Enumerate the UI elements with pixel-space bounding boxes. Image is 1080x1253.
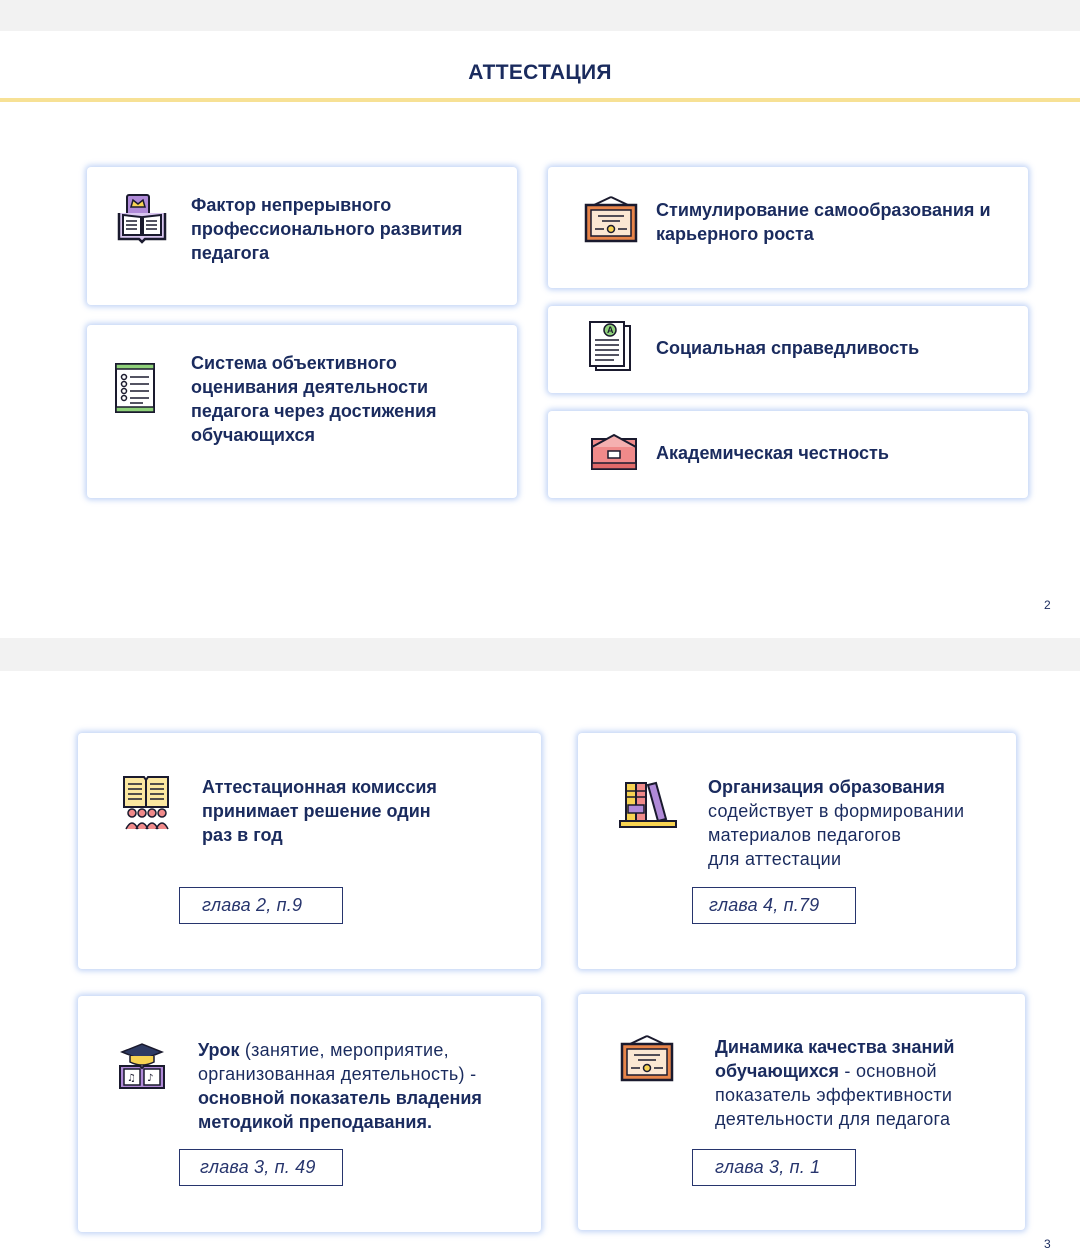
card-academic-honesty: [548, 411, 1028, 498]
card-education-organization: [578, 733, 1016, 969]
title-underline: [0, 98, 1080, 102]
text-line: организованная деятельность) -: [198, 1064, 477, 1084]
text-line: оценивания деятельности: [191, 377, 429, 397]
text-line: для аттестации: [708, 849, 842, 869]
text-line: профессионального развития: [191, 219, 463, 239]
page-number: 2: [1044, 598, 1051, 612]
slide-2: [0, 31, 1080, 638]
card-knowledge-dynamics: [578, 994, 1025, 1230]
document-grade-icon: [586, 320, 634, 379]
reference-box: глава 3, п. 1: [692, 1149, 856, 1186]
checklist-icon: [113, 361, 157, 420]
text-line: педагога через достижения: [191, 401, 437, 421]
card-text: [656, 336, 1016, 360]
reference-box: глава 2, п.9: [179, 887, 343, 924]
svg-text:♫: ♫: [127, 1073, 136, 1084]
text-line: принимает решение один: [202, 801, 431, 821]
svg-text:A: A: [607, 325, 614, 335]
text-line: Аттестационная комиссия: [202, 777, 437, 797]
text-line: Социальная справедливость: [656, 338, 920, 358]
card-lesson: [78, 996, 541, 1232]
text-line-bold: Организация образования: [708, 777, 945, 797]
certificate-icon: [584, 195, 638, 250]
card-text: [202, 775, 522, 847]
text-line-bold: методикой преподавания.: [198, 1112, 432, 1132]
text-line: Стимулирование самообразования и: [656, 200, 991, 220]
card-text: [656, 198, 1016, 246]
certificate-icon: [620, 1034, 674, 1089]
card-text: [191, 193, 501, 265]
card-text: [708, 775, 1008, 871]
text-line: Академическая честность: [656, 443, 889, 463]
text-line: материалов педагогов: [708, 825, 902, 845]
envelope-icon: [590, 433, 638, 476]
text-line: обучающихся - основной: [715, 1061, 937, 1081]
reference-box: глава 4, п.79: [692, 887, 856, 924]
book-crown-icon: [115, 191, 169, 250]
text-line: деятельности для педагога: [715, 1109, 951, 1129]
text-line-bold: основной показатель владения: [198, 1088, 482, 1108]
card-text: [191, 351, 501, 447]
page-number: 3: [1044, 1237, 1051, 1251]
card-attestation-commission: [78, 733, 541, 969]
text-line: Фактор непрерывного: [191, 195, 392, 215]
text-line: раз в год: [202, 825, 283, 845]
slide-3: [0, 671, 1080, 1253]
graduation-cap-book-icon: [118, 1042, 166, 1095]
card-objective-assessment: [87, 325, 517, 498]
card-text: [715, 1035, 1015, 1131]
text-line: содействует в формировании: [708, 801, 965, 821]
card-continuous-development: [87, 167, 517, 305]
text-line: обучающихся: [191, 425, 316, 445]
text-line: карьерного роста: [656, 224, 814, 244]
open-book-people-icon: [122, 773, 170, 836]
books-shelf-icon: [618, 777, 678, 834]
card-self-education: [548, 167, 1028, 288]
card-social-justice: [548, 306, 1028, 393]
card-text: [656, 441, 1016, 465]
text-line: Урок (занятие, мероприятие,: [198, 1040, 449, 1060]
text-line: педагога: [191, 243, 270, 263]
text-line: показатель эффективности: [715, 1085, 953, 1105]
card-text: [198, 1038, 528, 1134]
svg-text:♪: ♪: [147, 1073, 154, 1084]
text-line-bold: Динамика качества знаний: [715, 1037, 955, 1057]
reference-box: глава 3, п. 49: [179, 1149, 343, 1186]
slide-title: АТТЕСТАЦИЯ: [468, 61, 612, 84]
text-line: Система объективного: [191, 353, 397, 373]
